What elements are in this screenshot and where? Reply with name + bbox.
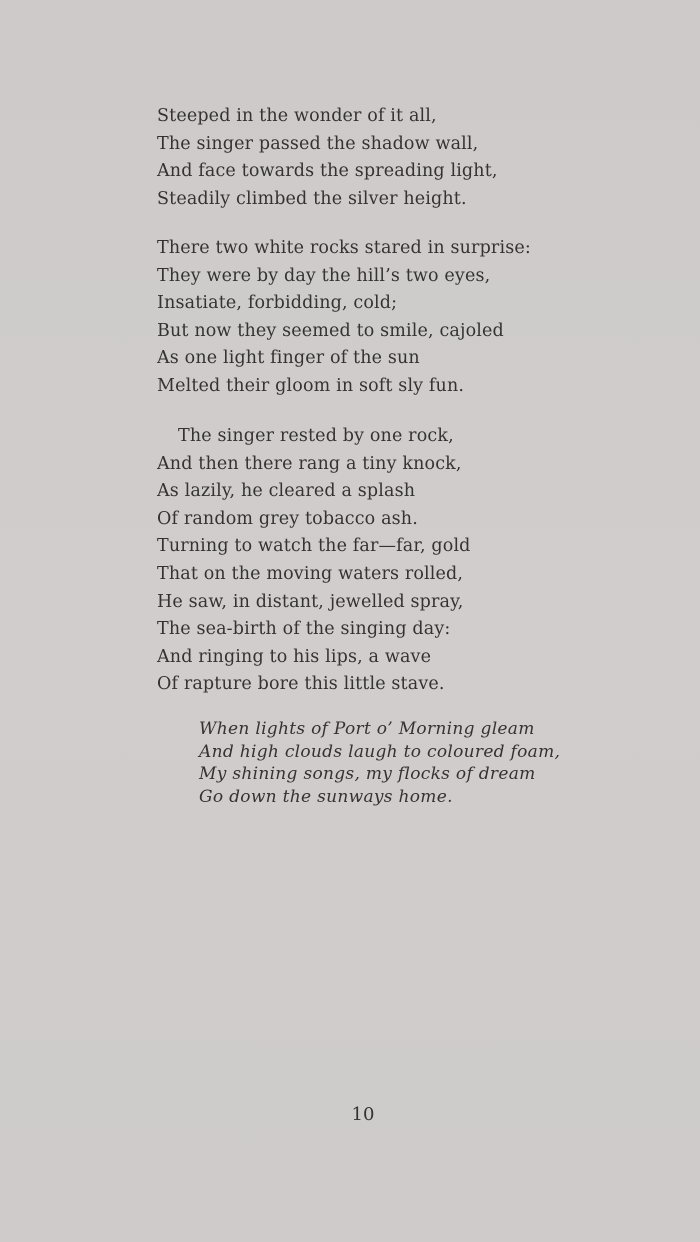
- poem-line: As one light finger of the sun: [157, 348, 420, 369]
- stanza-2: [157, 235, 531, 401]
- song-line: When lights of Port o’ Morning gleam: [199, 719, 535, 739]
- poem-line: The sea-birth of the singing day:: [157, 619, 451, 640]
- poem-line: And face towards the spreading light,: [157, 161, 498, 182]
- poem-line: Melted their gloom in soft sly fun.: [157, 375, 465, 396]
- poem-line: But now they seemed to smile, cajoled: [157, 320, 504, 341]
- poem-line: The singer rested by one rock,: [178, 426, 454, 446]
- stanza-1: [157, 103, 498, 213]
- poem-line: Of random grey tobacco ash.: [157, 508, 418, 529]
- page-number: 10: [351, 1104, 375, 1125]
- poem-line: Of rapture bore this little stave.: [157, 674, 445, 695]
- poem-line: And ringing to his lips, a wave: [157, 646, 432, 667]
- poem-line: That on the moving waters rolled,: [157, 563, 464, 584]
- poem-line: Turning to watch the far—far, gold: [157, 536, 471, 557]
- poem-line: As lazily, he cleared a splash: [157, 481, 416, 502]
- poem-line: The singer passed the shadow wall,: [157, 133, 479, 154]
- poem-line: They were by day the hill’s two eyes,: [157, 265, 491, 286]
- song-stanza: [199, 718, 560, 808]
- song-line: My shining songs, my flocks of dream: [199, 764, 536, 784]
- poem-line: There two white rocks stared in surprise:: [157, 238, 531, 258]
- stanza-3: [157, 423, 471, 699]
- poem-line: Steadily climbed the silver height.: [157, 188, 467, 209]
- song-line: Go down the sunways home.: [199, 786, 453, 807]
- poem-line: Insatiate, forbidding, cold;: [157, 293, 398, 314]
- poem-line: And then there rang a tiny knock,: [157, 453, 462, 474]
- song-line: And high clouds laugh to coloured foam,: [199, 741, 561, 762]
- poem-line: Steeped in the wonder of it all,: [157, 106, 437, 126]
- poem-line: He saw, in distant, jewelled spray,: [157, 591, 464, 612]
